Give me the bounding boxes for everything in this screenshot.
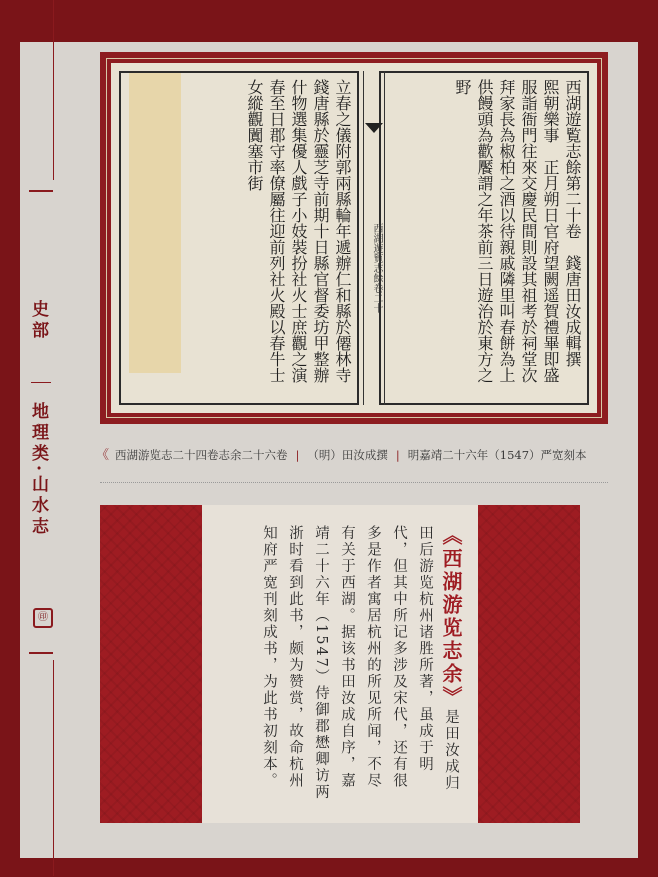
seal-icon: ㊞ <box>33 608 53 628</box>
caption-separator: | <box>295 448 300 462</box>
dotted-divider <box>100 482 608 483</box>
book-scan-image <box>111 63 597 413</box>
book-photo-frame <box>100 52 608 424</box>
side-divider-top <box>53 0 54 180</box>
description-panel <box>100 505 580 823</box>
scan-right-page: 西湖遊覧志餘第二十卷 錢唐田汝成輯撰 熙朝樂事 正月朔日官府望闕遥賀禮畢即盛服詣衙門往來交慶民間則設其祖考於祠堂次拜家長為椒柏之酒以待親戚隣里叫春餅為上供饅頭為歡饜謂之年茶前三日遊治於東方之野 <box>379 71 589 405</box>
scan-left-page: 立春之儀附郭兩縣輪年遞辦仁和縣於僊林寺錢唐縣於靈芝寺前期十日縣官督委坊甲整辦什物選集優人戲子小妓裝扮社火士庶觀之演春至日郡守率僚屬往迎前列社火殿以春牛士女縱觀闐塞市街 <box>119 71 359 405</box>
caption-edition: 明嘉靖二十六年（1547）严宽刻本 <box>407 448 587 462</box>
side-subcategory: 地理类·山水志 <box>28 402 48 538</box>
description-card <box>202 505 478 823</box>
caption-author: （明）田汝成撰 <box>307 448 388 462</box>
side-category: 史部 <box>28 300 48 342</box>
caption-title: 西湖游览志二十四卷志余二十六卷 <box>115 448 288 462</box>
scan-gutter: 西湖遊覧志餘卷二十 <box>363 71 385 405</box>
caption-separator: | <box>395 448 400 462</box>
description-text <box>256 525 464 805</box>
card-body: 是田汝成归田后游览杭州诸胜所著，虽成于明代，但其中所记多涉及宋代，还有很多是作者寓居杭州的所见所闻，不尽有关于西湖。据该书田汝成自序，嘉靖二十六年（1547）侍御郡懋卿访两浙时看到此书，颇为赞赏，故命杭州知府严宽刊刻成书，为此书初刻本。 <box>261 525 459 801</box>
side-divider-bottom <box>53 660 54 876</box>
card-title: 《西湖游览志余》 <box>439 525 463 709</box>
side-separator <box>31 382 51 383</box>
book-photo-border <box>106 58 602 418</box>
caption-arrow-icon: 《 <box>96 448 110 463</box>
top-band <box>20 22 638 42</box>
photo-caption <box>96 444 616 464</box>
